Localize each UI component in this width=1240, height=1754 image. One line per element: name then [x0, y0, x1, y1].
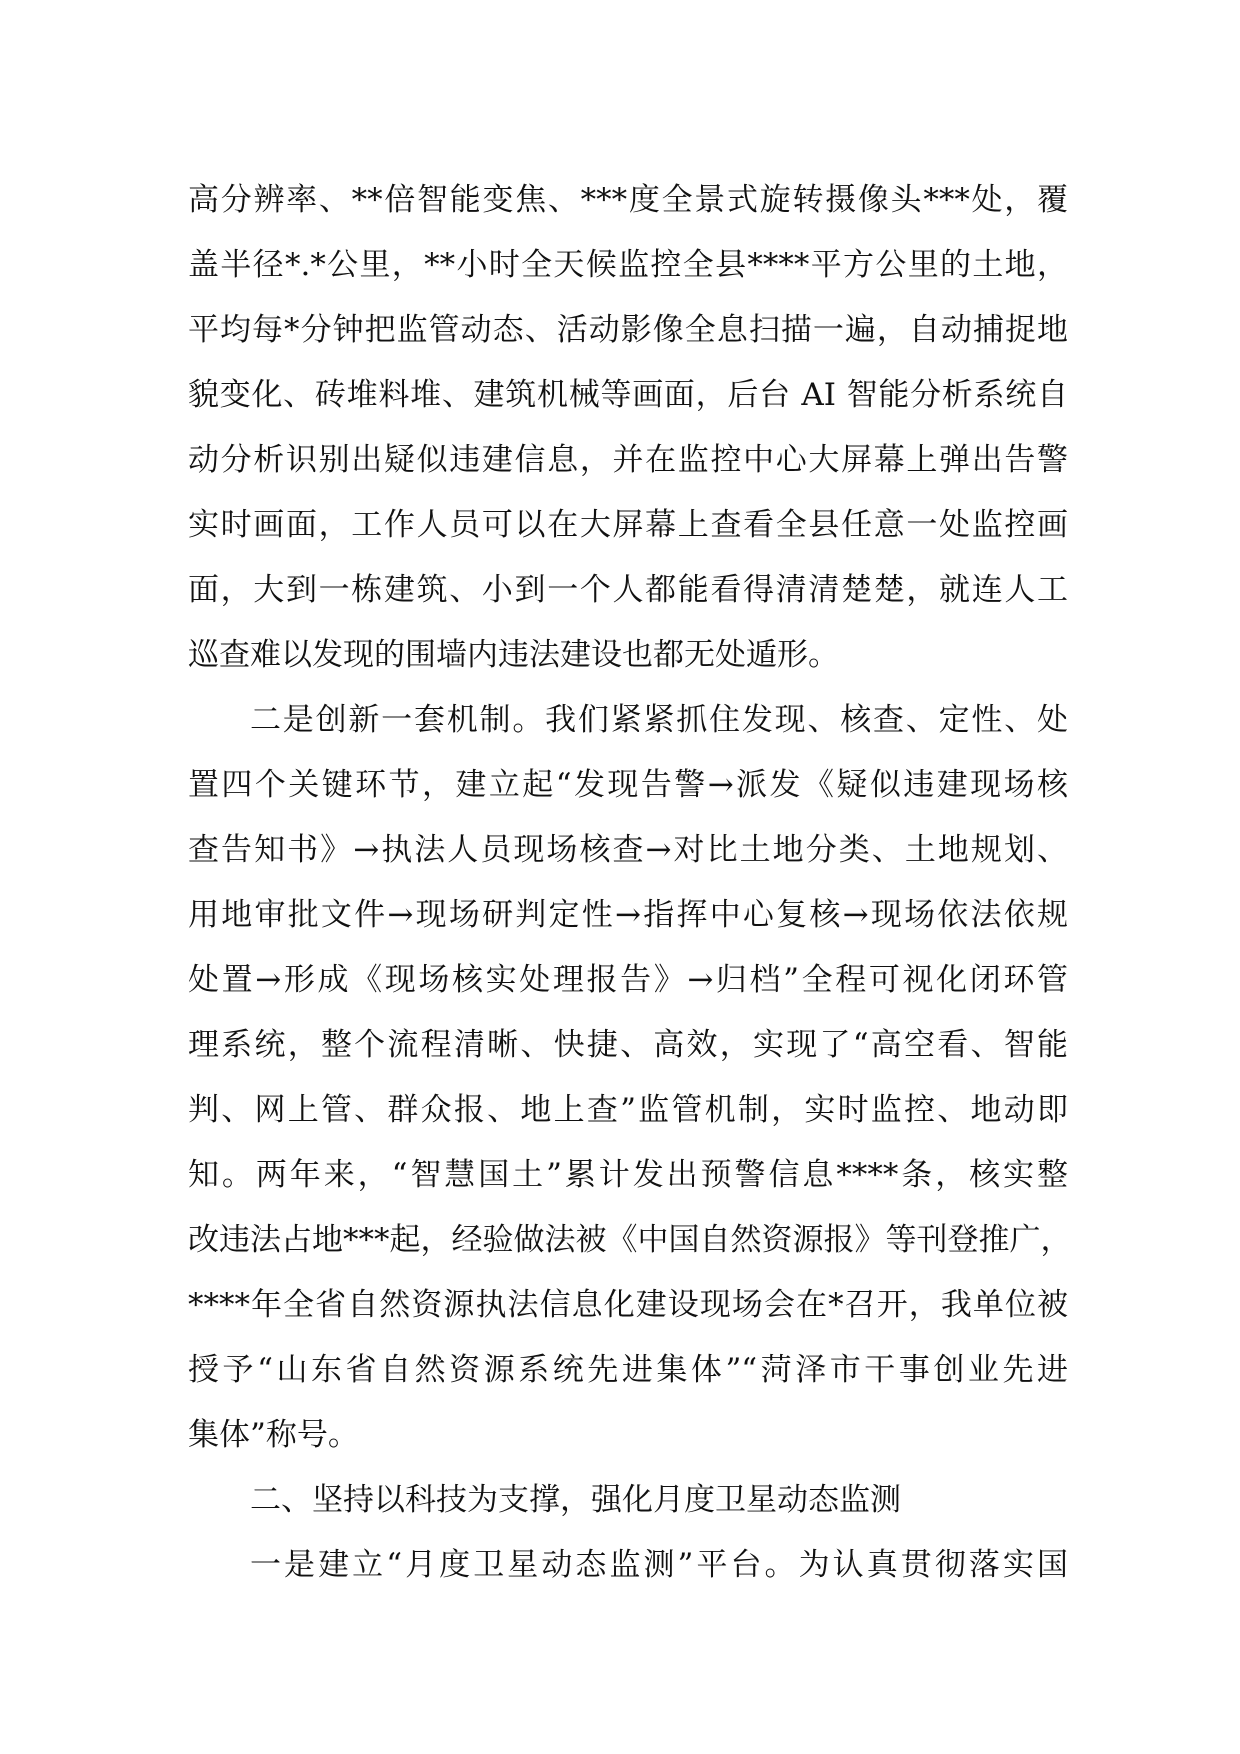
text-line: 面，大到一栋建筑、小到一个人都能看得清清楚楚，就连人工	[188, 572, 1068, 608]
text-line: 理系统，整个流程清晰、快捷、高效，实现了“高空看、智能	[188, 1027, 1068, 1063]
text-line: 貌变化、砖堆料堆、建筑机械等画面，后台 AI 智能分析系统自	[188, 377, 1068, 413]
text-line: 平均每*分钟把监管动态、活动影像全息扫描一遍，自动捕捉地	[188, 312, 1068, 348]
text-line: 置四个关键环节，建立起“发现告警→派发《疑似违建现场核	[188, 767, 1068, 803]
text-line: ****年全省自然资源执法信息化建设现场会在*召开，我单位被	[188, 1287, 1068, 1323]
text-line: 知。两年来，“智慧国土”累计发出预警信息****条，核实整	[188, 1157, 1068, 1193]
paragraph-start-line: 二是创新一套机制。我们紧紧抓住发现、核查、定性、处	[250, 702, 1068, 738]
text-line: 集体”称号。	[188, 1417, 359, 1453]
document-body	[188, 168, 1072, 1598]
text-line: 查告知书》→执法人员现场核查→对比土地分类、土地规划、	[188, 832, 1068, 868]
text-line: 高分辨率、**倍智能变焦、***度全景式旋转摄像头***处，覆	[188, 182, 1068, 218]
paragraph-start-line: 一是建立“月度卫星动态监测”平台。为认真贯彻落实国	[250, 1547, 1068, 1583]
text-line: 授予“山东省自然资源系统先进集体”“菏泽市干事创业先进	[188, 1352, 1068, 1388]
text-line: 改违法占地***起，经验做法被《中国自然资源报》等刊登推广，	[188, 1222, 1072, 1258]
text-line: 处置→形成《现场核实处理报告》→归档”全程可视化闭环管	[188, 962, 1068, 998]
text-line: 用地审批文件→现场研判定性→指挥中心复核→现场依法依规	[188, 897, 1068, 933]
text-line: 盖半径*.*公里，**小时全天候监控全县****平方公里的土地，	[188, 247, 1068, 283]
text-line: 实时画面，工作人员可以在大屏幕上查看全县任意一处监控画	[188, 507, 1068, 543]
text-line: 判、网上管、群众报、地上查”监管机制，实时监控、地动即	[188, 1092, 1068, 1128]
section-heading: 二、坚持以科技为支撑，强化月度卫星动态监测	[250, 1482, 901, 1518]
text-line: 动分析识别出疑似违建信息，并在监控中心大屏幕上弹出告警	[188, 442, 1068, 478]
text-line: 巡查难以发现的围墙内违法建设也都无处遁形。	[188, 637, 839, 673]
